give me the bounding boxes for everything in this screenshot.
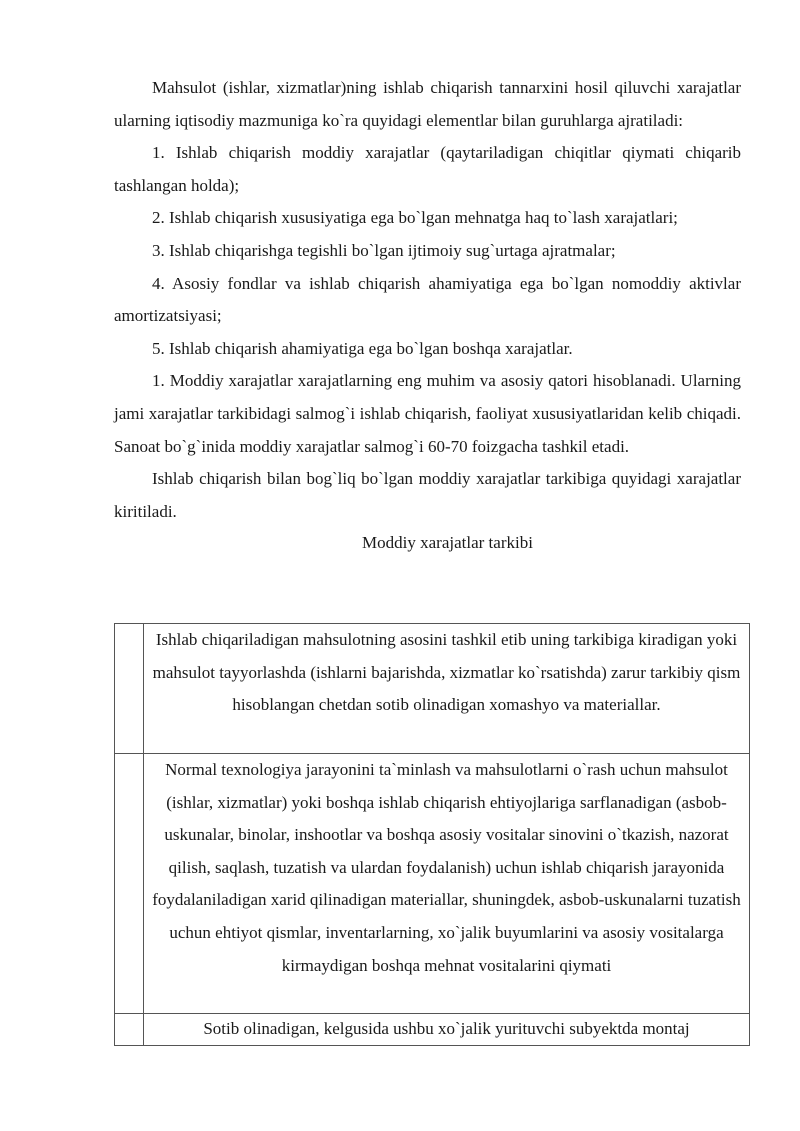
table-row-number <box>115 754 144 1014</box>
table-row-text: Normal texnologiya jarayonini ta`minlash va mahsulotlarni o`rash uchun mahsulot (ishlar, xizmatlar) yoki boshqa ishlab chiqarish ehtiyojlariga sarflanadigan (asbob-uskunalar, binolar, inshootlar va boshqa asosiy vositalar sinovini o`tkazish, nazorat qilish, saqlash, tuzatish va ulardan foydalanish) uchun ishlab chiqarish jarayonida foydalaniladigan xarid qilinadigan materiallar, shuningdek, asbob-uskunalarni tuzatish uchun ehtiyot qismlar, inventarlarning, xo`jalik buyumlarini va asosiy vositalarga kirmaydigan boshqa mehnat vositalarini qiymati <box>144 754 750 1014</box>
table-row-number <box>115 624 144 754</box>
material-costs-paragraph: 1. Moddiy xarajatlar xarajatlarning eng muhim va asosiy qatori hisoblanadi. Ularning jami xarajatlar tarkibidagi salmog`i ishlab chiqarish, faoliyat xususiyatlaridan kelib chiqadi. Sanoat bo`g`inida moddiy xarajatlar salmog`i 60-70 foizgacha tashkil etadi. <box>114 371 741 456</box>
table-row <box>115 1014 750 1046</box>
table-row-number <box>115 1014 144 1046</box>
table-row <box>115 624 750 754</box>
list-item-4: 4. Asosiy fondlar va ishlab chiqarish ahamiyatiga ega bo`lgan nomoddiy aktivlar amortizatsiyasi; <box>114 273 741 326</box>
material-costs-table <box>114 623 750 1046</box>
intro-paragraph: Mahsulot (ishlar, xizmatlar)ning ishlab chiqarish tannarxini hosil qiluvchi xarajatlar ularning iqtisodiy mazmuniga ko`ra quyidagi elementlar bilan guruhlarga ajratiladi: <box>114 78 741 130</box>
list-item-3: 3. Ishlab chiqarishga tegishli bo`lgan ijtimoiy sug`urtaga ajratmalar; <box>152 240 616 260</box>
table-row-text: Sotib olinadigan, kelgusida ushbu xo`jalik yurituvchi subyektda montaj <box>144 1014 750 1046</box>
table-intro-paragraph: Ishlab chiqarish bilan bog`liq bo`lgan moddiy xarajatlar tarkibiga quyidagi xarajatlar kiritiladi. <box>114 469 741 521</box>
table-caption: Moddiy xarajatlar tarkibi <box>362 533 533 553</box>
table-row-text: Ishlab chiqariladigan mahsulotning asosini tashkil etib uning tarkibiga kiradigan yoki mahsulot tayyorlashda (ishlarni bajarishda, xizmatlar ko`rsatishda) zarur tarkibiy qism hisoblangan chetdan sotib olinadigan xomashyo va materiallar. <box>144 624 750 754</box>
document-body <box>114 72 741 558</box>
list-item-2: 2. Ishlab chiqarish xususiyatiga ega bo`lgan mehnatga haq to`lash xarajatlari; <box>152 208 678 228</box>
list-item-1: 1. Ishlab chiqarish moddiy xarajatlar (qaytariladigan chiqitlar qiymati chiqarib tashlangan holda); <box>114 143 741 195</box>
list-item-5: 5. Ishlab chiqarish ahamiyatiga ega bo`lgan boshqa xarajatlar. <box>152 338 573 358</box>
table-row <box>115 754 750 1014</box>
